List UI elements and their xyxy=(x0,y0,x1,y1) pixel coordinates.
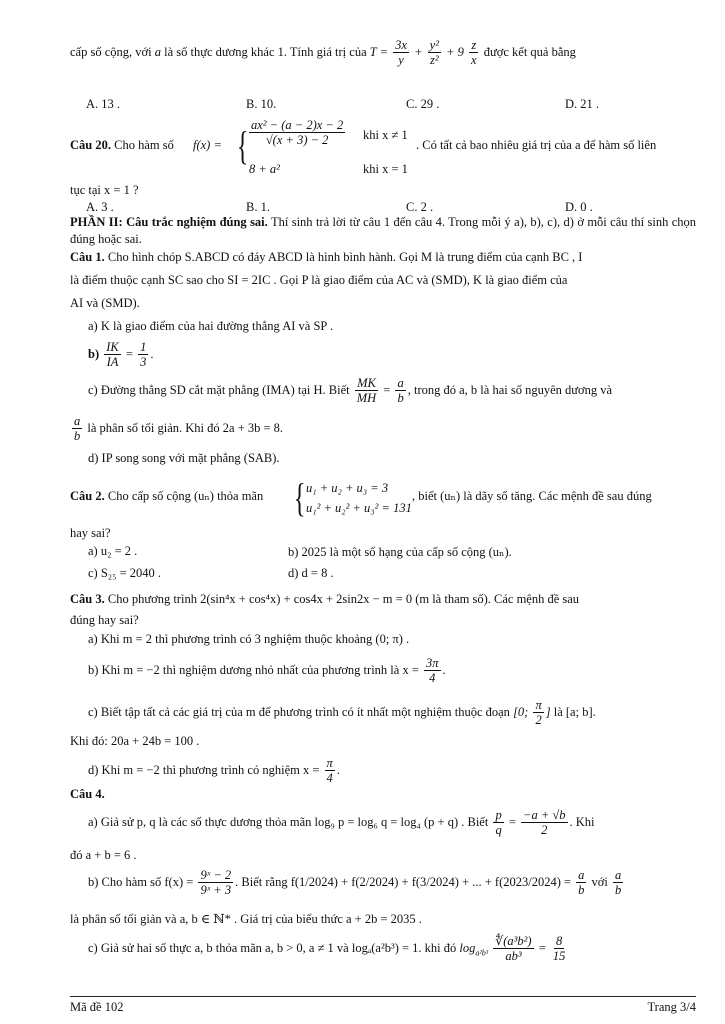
c2-option-b: b) 2025 là một số hạng của cấp số cộng (uₙ). xyxy=(288,545,512,559)
choice-b: B. 1. xyxy=(246,200,270,214)
footer-divider xyxy=(70,996,696,997)
document-page: cấp số cộng, với a là số thực dương khác 1. Tính giá trị của T = $\frac{3x}{y}$ + $\frac{\text{y²}}{\text{z²}}$ + 9 $\frac{z}{x}$ được kết quả bằng A. 13 . B. 10. C. 29 . D. 21 . Câu 20. Cho hàm số f(x) = { $\frac{\text{ax² − (a − 2)x − 2}}{√(x + 3) - 2}$ khi x ≠ 1 8 + a² khi x = 1 . Có tất cả bao nhiêu giá trị của a để hàm số liên tục tại x = 1 ? A. 3 . B. 1. C. 2 . D. 0 . PHẦN II: Câu trắc nghiệm đúng sai. Thí sinh trả lời từ câu 1 đến câu 4. Trong mỗi ý a), b), c), d) ở mỗi câu thí sinh chọn đúng hoặc sai. Câu 1. Cho hình chóp S.ABCD có đáy ABCD là hình bình hành. Gọi M là trung điểm của cạnh BC , I là điểm thuộc cạnh SC sao cho SI = 2IC . Gọi P là giao điểm của AC và (SMD), K là giao điểm của AI và (SMD). a) K là giao điểm của hai đường thẳng AI và SP . b) $\frac{IK}{IA}$ = $\frac{1}{3}$ . c) Đường thẳng SD cắt mặt phẳng (IMA) tại H. Biết $\frac{MK}{MH}$ = $\frac{a}{b}$ , trong đó a, b là hai số nguyên dương và $\frac{a}{b}$ là phân số tối giản. Khi đó 2a + 3b = 8. d) IP song song với mặt phẳng (SAB). Câu 2. Cho cấp số cộng (uₙ) thỏa mãn { u₁ + u₂ + u₃ = 3 u₁² + u₂² + u₃² = 131 , biết (uₙ) là dãy số tăng. Các mệnh đề sau đúng hay sai? a) u₂ = 2 . b) 2025 là một số hạng của cấp số cộng (uₙ). c) S₂₅ = 2040 . d) d = 8 . Câu 3. Cho phương trình 2(sin⁴x + cos⁴x) + cos4x + 2sin2x − m = 0 (m là tham số). Các mệnh đề sau đúng hay sai? a) Khi m = 2 thì phương trình có 3 nghiệm thuộc khoảng (0; π) . b) Khi m = −2 thì nghiệm dương nhỏ nhất của phương trình là x = $\frac{3\pi}{4}$ . c) Biết tập tất cả các giá trị của m để phương trình có ít nhất một nghiệm thuộc đoạn [0; $\frac{\pi}{2}$ ] là [a; b]. Khi đó: 20a + 24b = 100 . d) Khi m = −2 thì phương trình có nghiệm x = $\frac{\pi}{4}$ . Câu 4. a) Giả sử p, q là các số thực dương thỏa mãn log₉ p = log₆ q = log₄ (p + q) . Biết $\frac{p}{q}$ = $\frac{-a + √b}{2}$ . Khi đó a + b = 6 . b) Cho hàm số f(x) = $\frac{\text{9ˣ − 2}}{\text{9ˣ + 3}}$ . Biết rằng f(1/2024) + f(2/2024) + f(3/2024) + ... + f(2023/2024) = $\frac{a}{b}$ với $\frac{a}{b}$ là phân số tối giản và a, b ∈ ℕ* . Giá trị của biểu thức a + 2b = 2035 . c) Giả sử hai số thực a, b thỏa mãn a, b > 0, a ≠ 1 và logₐ(a²b³) = 1. khi đó $\log_{a^2b^3}$ $\frac{\text{∜(a³b²)}}{\text{ab³}}$ = $\frac{8}{15}$ Mã đề 102 Trang 3/4 xyxy=(70,38,697,1014)
c1-option-a: a) K là giao điểm của hai đường thẳng AI và SP . xyxy=(88,319,334,333)
t-formula: T = $\frac{3x}{y}$ + $\frac{\text{y²}}{\text{z²}}$ + 9 $\frac{z}{x}$ xyxy=(369,38,477,68)
c1-line3: AI và (SMD). xyxy=(70,296,140,310)
c4-label: Câu 4. xyxy=(70,787,105,801)
top-choices xyxy=(70,97,696,113)
footer-page-number: Trang 3/4 xyxy=(647,1000,696,1014)
c1-option-b: b) $\frac{IK}{IA}$ = $\frac{1}{3}$ . xyxy=(88,340,154,370)
c4-option-b: b) Cho hàm số f(x) = $\frac{\text{9ˣ − 2}}{\text{9ˣ + 3}}$ . Biết rằng f(1/2024) + f(2/2024) + f(3/2024) + ... + f(2023/2024) = $\frac{a}{b}$ với $\frac{a}{b}$ xyxy=(88,868,622,898)
c3-line1: Câu 3. Cho phương trình 2(sin⁴x + cos⁴x) + cos4x + 2sin2x − m = 0 (m là tham số). Các mệnh đề sau xyxy=(70,592,580,606)
c4-option-a-line2: đó a + b = 6 . xyxy=(70,848,137,862)
choice-a: A. 13 . xyxy=(86,97,121,111)
choice-d: D. 21 . xyxy=(565,97,600,111)
choice-b: B. 10. xyxy=(246,97,277,111)
part2-heading: PHẦN II: Câu trắc nghiệm đúng sai. Thí sinh trả lời từ câu 1 đến câu 4. Trong mỗi ý a), b), c), d) ở mỗi câu thí sinh chọn đúng hoặc sai. xyxy=(70,215,697,246)
c3-option-c: c) Biết tập tất cả các giá trị của m để phương trình có ít nhất một nghiệm thuộc đoạn [0; $\frac{\pi}{2}$ ] là [a; b]. xyxy=(88,698,596,728)
c3-option-b: b) Khi m = −2 thì nghiệm dương nhỏ nhất của phương trình là x = $\frac{3\pi}{4}$ . xyxy=(88,656,446,686)
choice-d: D. 0 . xyxy=(565,200,593,214)
q20-line2: tục tại x = 1 ? xyxy=(70,183,139,197)
top-line: cấp số cộng, với a là số thực dương khác 1. Tính giá trị của T = $\frac{3x}{y}$ + $\frac{\text{y²}}{\text{z²}}$ + 9 $\frac{z}{x}$ được kết quả bằng xyxy=(70,38,576,68)
c3-option-c-line2: Khi đó: 20a + 24b = 100 . xyxy=(70,734,200,748)
c4-option-b-line2: là phân số tối giản và a, b ∈ ℕ* . Giá trị của biểu thức a + 2b = 2035 . xyxy=(70,912,422,926)
question-20: Câu 20. Cho hàm số f(x) = { $\frac{\text{ax² − (a − 2)x − 2}}{√(x + 3) - 2}$ khi x ≠ 1 8 + a² khi x = 1 . Có tất cả bao nhiêu giá trị của a để hàm số liên xyxy=(70,118,657,176)
c3-option-a: a) Khi m = 2 thì phương trình có 3 nghiệm thuộc khoảng (0; π) . xyxy=(88,632,410,646)
c4-option-c: c) Giả sử hai số thực a, b thỏa mãn a, b > 0, a ≠ 1 và logₐ(a²b³) = 1. khi đó $\log_{a^2b^3}$ $\frac{\text{∜(a³b²)}}{\text{ab³}}$ = $\frac{8}{15}$ xyxy=(88,934,566,964)
c1-line1: Câu 1. Cho hình chóp S.ABCD có đáy ABCD là hình bình hành. Gọi M là trung điểm của cạnh BC , I xyxy=(70,250,583,264)
c1-option-c: c) Đường thẳng SD cắt mặt phẳng (IMA) tại H. Biết $\frac{MK}{MH}$ = $\frac{a}{b}$ , trong đó a, b là hai số nguyên dương và xyxy=(88,376,613,406)
choice-c: C. 2 . xyxy=(406,200,434,214)
choice-c: C. 29 . xyxy=(406,97,440,111)
c3-option-d: d) Khi m = −2 thì phương trình có nghiệm x = $\frac{\pi}{4}$ . xyxy=(88,756,340,786)
c1-option-d: d) IP song song với mặt phẳng (SAB). xyxy=(88,451,280,465)
c2-line2: hay sai? xyxy=(70,526,111,540)
c2-option-a: a) u₂ = 2 . xyxy=(88,544,138,558)
c3-line2: đúng hay sai? xyxy=(70,613,139,627)
c2-option-d: d) d = 8 . xyxy=(288,566,334,580)
c2-option-c: c) S₂₅ = 2040 . xyxy=(88,566,162,580)
choice-a: A. 3 . xyxy=(86,200,114,214)
c1-line2: là điểm thuộc cạnh SC sao cho SI = 2IC . Gọi P là giao điểm của AC và (SMD), K là giao điểm của xyxy=(70,273,568,287)
c1-option-c-line2: $\frac{a}{b}$ là phân số tối giản. Khi đó 2a + 3b = 8. xyxy=(74,414,284,444)
footer-exam-code: Mã đề 102 xyxy=(70,1000,124,1014)
c4-option-a: a) Giả sử p, q là các số thực dương thỏa mãn log₉ p = log₆ q = log₄ (p + q) . Biết $\frac{p}{q}$ = $\frac{-a + √b}{2}$ . Khi xyxy=(88,808,595,838)
